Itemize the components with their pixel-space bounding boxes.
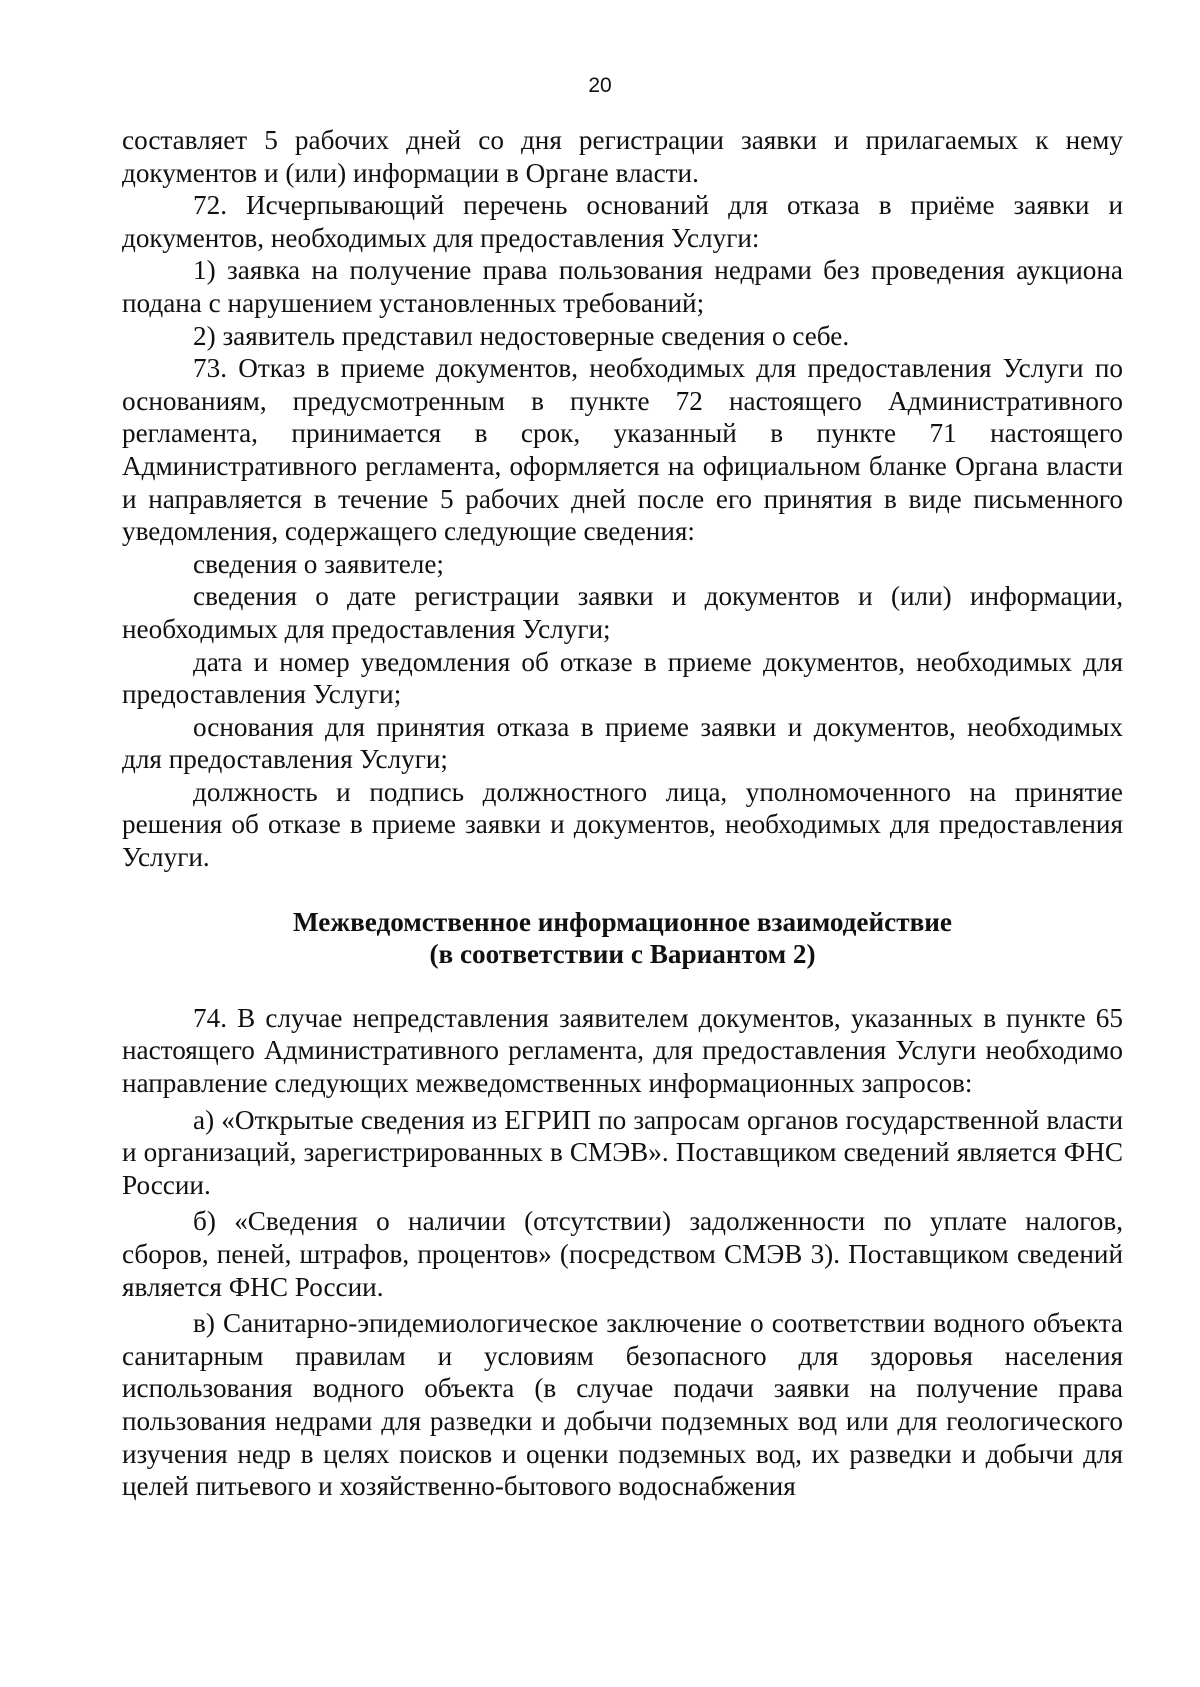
list-item-74-b: б) «Сведения о наличии (отсутствии) задолженности по уплате налогов, сборов, пеней, штрафов, процентов» (посредством СМЭВ 3). Поставщиком сведений является ФНС России. (122, 1206, 1123, 1302)
paragraph-continuation: составляет 5 рабочих дней со дня регистрации заявки и прилагаемых к нему документов и (или) информации в Органе власти. (122, 125, 1123, 188)
page-number: 20 (588, 74, 612, 97)
paragraph-74: 74. В случае непредставления заявителем документов, указанных в пункте 65 настоящего Административного регламента, для предоставления Услуги необходимо направление следующих межведомственных информационных запросов: (122, 1002, 1123, 1099)
document-body (122, 124, 1123, 1503)
list-item-74-a: а) «Открытые сведения из ЕГРИП по запросам органов государственной власти и организаций, зарегистрированных в СМЭВ». Поставщиком сведений является ФНС России. (122, 1104, 1123, 1200)
list-item-73-applicant: сведения о заявителе; (193, 548, 444, 579)
section-heading-title: Межведомственное информационное взаимодействие (292, 906, 953, 937)
list-item-73-notice-number: дата и номер уведомления об отказе в приеме документов, необходимых для предоставления Услуги; (122, 646, 1123, 710)
section-heading-subtitle: (в соответствии с Вариантом 2) (429, 939, 816, 970)
list-item-73-registration-date: сведения о дате регистрации заявки и документов и (или) информации, необходимых для предоставления Услуги; (122, 581, 1123, 644)
paragraph-73: 73. Отказ в приеме документов, необходимых для предоставления Услуги по основаниям, предусмотренным в пункте 72 настоящего Административного регламента, принимается в срок, указанный в пункте 71 настоящего Административного регламента, оформляется на официальном бланке Органа власти и направляется в течение 5 рабочих дней после его принятия в виде письменного уведомления, содержащего следующие сведения: (122, 353, 1123, 547)
list-item-72-1: 1) заявка на получение права пользования недрами без проведения аукциона подана с нарушением установленных требований; (122, 255, 1123, 318)
list-item-73-signature: должность и подпись должностного лица, уполномоченного на принятие решения об отказе в приеме заявки и документов, необходимых для предоставления Услуги. (122, 776, 1123, 873)
list-item-74-c: в) Санитарно-эпидемиологическое заключение о соответствии водного объекта санитарным правилам и условиям безопасного для здоровья населения использования водного объекта (в случае подачи заявки на получение права пользования недрами для разведки и добычи подземных вод или для геологического изучения недр в целях поисков и оценки подземных вод, их разведки и добычи для целей питьевого и хозяйственно-бытового водоснабжения (122, 1308, 1123, 1502)
section-heading (122, 906, 1123, 971)
list-item-73-grounds: основания для принятия отказа в приеме заявки и документов, необходимых для предоставления Услуги; (122, 711, 1123, 775)
paragraph-72: 72. Исчерпывающий перечень оснований для отказа в приёме заявки и документов, необходимых для предоставления Услуги: (122, 190, 1123, 253)
list-item-72-2: 2) заявитель представил недостоверные сведения о себе. (193, 320, 850, 351)
